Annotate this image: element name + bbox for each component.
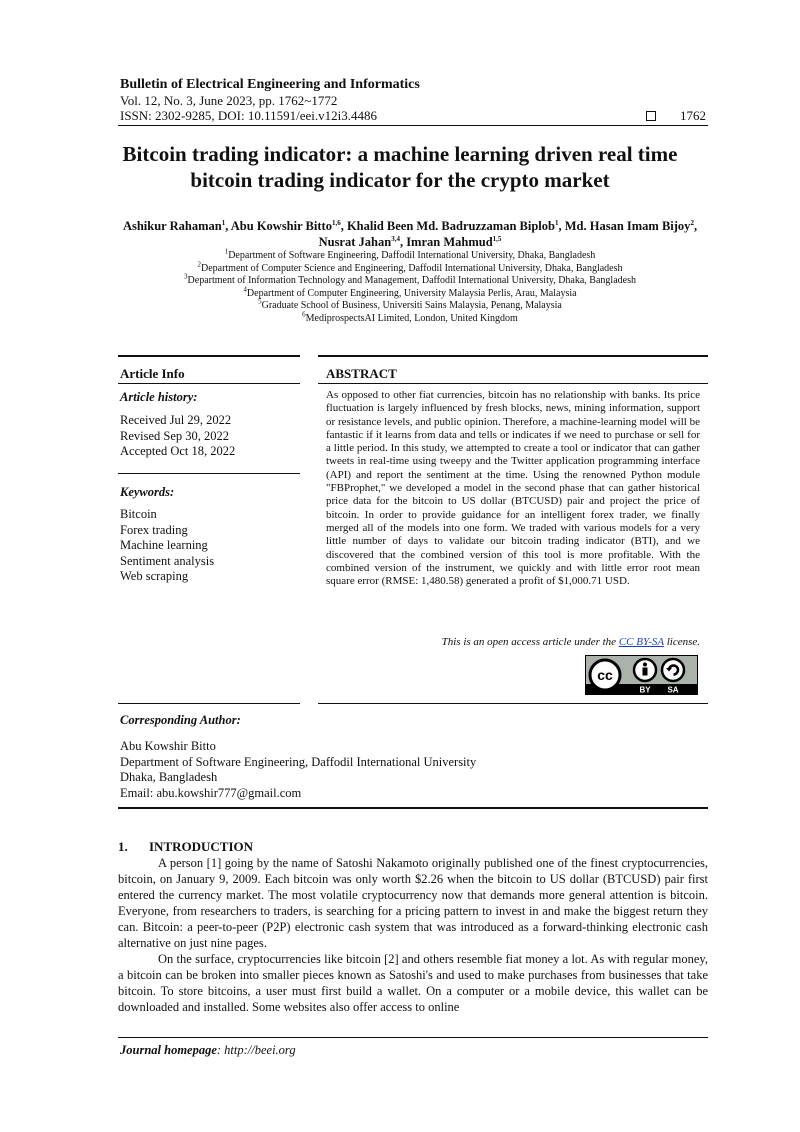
history-heading: Article history:	[120, 390, 198, 404]
intro-heading	[118, 839, 253, 855]
corresponding-email: Email: abu.kowshir777@gmail.com	[120, 785, 302, 800]
corresponding-department: Department of Software Engineering, Daffodil International University	[120, 754, 477, 769]
section-number: 1.	[118, 839, 128, 854]
corresponding-author	[120, 739, 476, 801]
affiliation: $^6$MediprospectsAI Limited, London, United Kingdom	[302, 310, 518, 324]
intro-body	[118, 855, 708, 1015]
svg-text:cc: cc	[597, 667, 613, 683]
journal-homepage	[120, 1043, 296, 1058]
title-line-2: bitcoin trading indicator for the crypto market	[190, 168, 610, 192]
corresponding-location: Dhaka, Bangladesh	[120, 770, 218, 784]
author-sup: 1,6	[331, 218, 341, 227]
corresponding-name: Abu Kowshir Bitto	[120, 739, 216, 753]
article-info-top-rule	[118, 355, 300, 357]
keywords-divider	[118, 703, 300, 704]
paper-title	[100, 141, 700, 193]
history-divider	[118, 473, 300, 474]
keyword-list	[120, 507, 214, 585]
keyword: Bitcoin	[120, 507, 157, 521]
badge-sa-label: SA	[667, 685, 679, 695]
intro-paragraph-2: On the surface, cryptocurrencies like bitcoin [2] and others resemble fiat money a lot. As with regular money, a bitcoin can be broken into smaller pieces known as Satoshi's and used to make purchases from businesses that take bitcoin. To store bitcoins, a user must first build a wallet. On a computer or a mobile device, this wallet can be downloaded and installed. Some websites also offer access to online	[118, 952, 708, 1014]
author-sup: 1	[554, 218, 559, 227]
accepted-date: Accepted Oct 18, 2022	[120, 444, 236, 458]
homepage-url[interactable]: : http://beei.org	[216, 1043, 296, 1057]
abstract-heading: ABSTRACT	[326, 366, 397, 381]
received-date: Received Jul 29, 2022	[120, 413, 232, 427]
article-info-rule	[118, 383, 300, 384]
journal-volume: Vol. 12, No. 3, June 2023, pp. 1762~1772	[120, 93, 338, 108]
intro-paragraph-1: A person [1] going by the name of Satoshi Nakamoto originally published one of the finest cryptocurrencies, bitcoin, on January 9, 2009. Each bitcoin was only worth $2.26 when the bitcoin to US dollar (BTCUSD) pair first entered the currency market. The most volatile cryptocurrency now that demands more general attention is bitcoin. Everyone, from researchers to traders, is searching for a pricing pattern to invest in and make the biggest return they can. Bitcoin: a peer-to-peer (P2P) electronic cash system that was introduced as a forward-thinking electronic cash alternative on just nine pages.	[118, 856, 708, 950]
header-rule	[118, 125, 708, 126]
keyword: Web scraping	[120, 569, 189, 583]
author: Md. Hasan Imam Bijoy	[564, 219, 691, 233]
author: Imran Mahmud	[406, 235, 493, 249]
cc-badge-icons	[585, 655, 698, 695]
author: Ashikur Rahaman	[122, 219, 222, 233]
keyword: Sentiment analysis	[120, 553, 215, 568]
license-line: This is an open access article under the CC BY-SA license.	[441, 636, 700, 648]
affiliation: $^5$Graduate School of Business, Universiti Sains Malaysia, Penang, Malaysia	[258, 297, 562, 311]
abstract-rule	[318, 383, 708, 384]
sa-icon	[662, 659, 684, 681]
affiliation: $^3$Department of Information Technology and Management, Daffodil International University, Dhaka, Bangladesh	[184, 272, 636, 286]
cc-icon	[590, 660, 620, 690]
affiliation: $^1$Department of Software Engineering, Daffodil International University, Dhaka, Bangladesh	[224, 247, 596, 261]
footer-rule	[118, 1037, 708, 1038]
page-number-group	[646, 108, 706, 124]
title-line-1: Bitcoin trading indicator: a machine learning driven real time	[122, 142, 678, 166]
by-icon	[634, 659, 656, 681]
abstract-text: As opposed to other fiat currencies, bitcoin has no relationship with banks. Its price fluctuation is largely influenced by fresh blocks, news, mining information, support or resistance levels, and public opinion. Therefore, a machine-learning model will be fantastic if it learns from data and tells or indicates if we need to purchase or sell for a little period. In this study, we attempted to create a tool or indicator that can gather tweets in real-time using tweepy and the Twitter application programming interface (API) and report the sentiment at the time. Using the renowned Python module "FBProphet," we developed a model in the second phase that can gather historical price data for the bitcoin to US dollar (BTCUSD) pair and project the price of bitcoin. In order to provide guidance for an intelligent forex trader, we finally merged all of the models into one form. We traded with various models for a very little number of days to validate our bitcoin trading indicator (BTI), and we discovered that the combined version of this tool is more profitable. With the combined version of the instrument, we quickly and with little error root mean square error (RMSE: 1,480.58) generated a profit of $1,000.71 USD.	[326, 389, 700, 588]
cc-license-link[interactable]: CC BY-SA	[618, 636, 664, 648]
author-sup: 1,5	[492, 234, 502, 243]
author: Abu Kowshir Bitto	[230, 219, 332, 233]
keyword: Machine learning	[120, 538, 208, 552]
article-history	[120, 413, 235, 460]
square-icon	[646, 111, 656, 121]
author-sup: 2	[690, 218, 694, 227]
keywords-heading: Keywords:	[120, 485, 175, 499]
revised-date: Revised Sep 30, 2022	[120, 428, 230, 443]
page-number: 1762	[680, 108, 706, 123]
journal-name: Bulletin of Electrical Engineering and Informatics	[120, 77, 420, 92]
front-matter-bottom-rule	[118, 807, 708, 809]
author-list: Ashikur Rahaman$^1$, Abu Kowshir Bitto$^{1,6}$, Khalid Been Md. Badruzzaman Biplob$^1$, Md. Hasan Imam Bijoy$^2$, Nusrat Jahan$^{3,4}$, Imran Mahmud$^{1,5}$	[122, 218, 698, 249]
affiliation-list	[110, 247, 710, 325]
abstract-top-rule	[318, 355, 708, 357]
affiliation: $^4$Department of Computer Engineering, University Malaysia Perlis, Arau, Malaysia	[243, 285, 577, 299]
author-sup: 3,4	[391, 234, 400, 243]
author: Khalid Been Md. Badruzzaman Biplob	[346, 219, 555, 233]
corresponding-heading: Corresponding Author:	[120, 713, 241, 727]
section-title: INTRODUCTION	[149, 839, 254, 854]
article-info-heading: Article Info	[120, 366, 185, 381]
abstract-bottom-rule	[318, 703, 708, 704]
affiliation: $^2$Department of Computer Science and Engineering, Daffodil International University, Dhaka, Bangladesh	[197, 260, 623, 274]
author-sup: 1	[221, 218, 226, 227]
badge-by-label: BY	[639, 685, 651, 695]
journal-issn: ISSN: 2302-9285, DOI: 10.11591/eei.v12i3.4486	[120, 108, 377, 123]
keyword: Forex trading	[120, 522, 188, 537]
homepage-label: Journal homepage	[120, 1043, 217, 1057]
author: Nusrat Jahan	[318, 235, 392, 249]
